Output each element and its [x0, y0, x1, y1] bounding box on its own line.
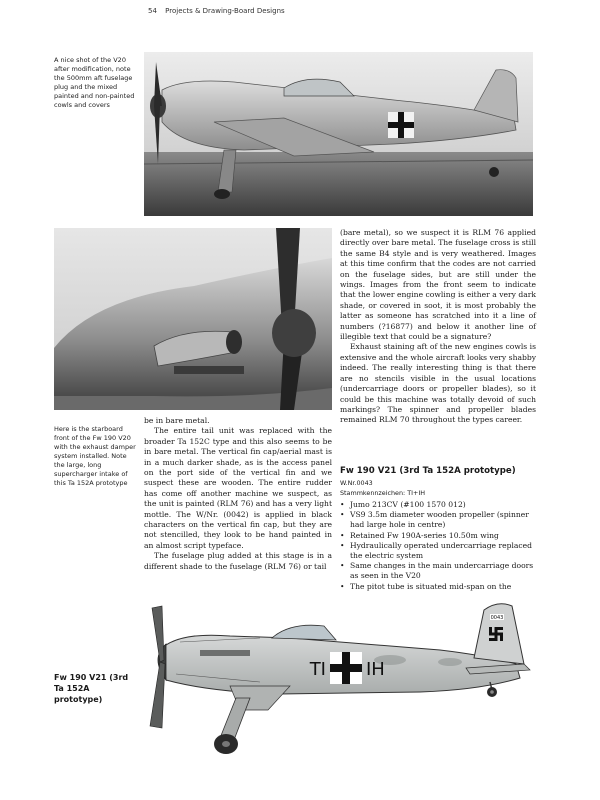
- running-header: [148, 7, 285, 15]
- top-photo-caption: A nice shot of the V20 after modification, note the 500mm aft fuselage plug and the mixed painted and non-painted cowls and covers: [54, 56, 135, 109]
- spec-item: • Hydraulically operated undercarriage replaced the electric system: [340, 541, 536, 561]
- paragraph: (bare metal), so we suspect it is RLM 76 applied directly over bare metal. The fuselage cross is still the same B4 style and is very weathered. Images at this time confirm that the codes are not carried on the fuselage sides, but are still under the wings. Images from the front seem to indicate that the lower engine cowling is either a very dark shade, or covered in soot, it is most probably the latter as someone has scratched into it a line of numbers (?16877) and below it another line of illegible text that could be a signature?: [340, 228, 536, 342]
- aircraft-photo-side-view: [144, 52, 533, 216]
- paragraph: The fuselage plug added at this stage is in a different shade to the fuselage (RLM 76) or tail: [144, 551, 332, 571]
- section-heading: Fw 190 V21 (3rd Ta 152A prototype): [340, 466, 516, 476]
- paragraph: The entire tail unit was replaced with the broader Ta 152C type and this also seems to be in bare metal. The vertical fin cap/aerial mast is in a much darker shade, as is the access panel on the port side of the vertical fin and we suspect these are wooden. The entire rudder has come off another machine we suspect, as the unit is painted (RLM 76) and has a very light mottle. The W/Nr. (0042) is applied in black characters on the vertical fin cap, but they are not stencilled, they look to be hand painted in an almost script typeface.: [144, 426, 332, 550]
- fin-marking: [489, 627, 503, 641]
- fuselage-cross: [330, 652, 362, 684]
- spec-list: [340, 500, 536, 592]
- spec-item: • The pitot tube is situated mid-span on the: [340, 582, 536, 592]
- werknummer: W.Nr.0043: [340, 479, 373, 487]
- profile-caption: Fw 190 V21 (3rd Ta 152A prototype): [54, 673, 129, 704]
- fin-number: 0043: [490, 615, 504, 621]
- middle-text-column: [144, 416, 332, 572]
- paragraph: Exhaust staining aft of the new engines cowls is extensive and the whole aircraft looks very shabby indeed. The really interesting thing is that there are no stencils visible in the usual locations (undercarriage doors or propeller blades), so it could be this machine was totally devoid of such markings? The spinner and propeller blades remained RLM 70 throughout the types career.: [340, 342, 536, 425]
- fw190-v21-profile: [140, 598, 542, 758]
- fuselage-code-right: IH: [366, 659, 385, 680]
- section-title-header: Projects & Drawing-Board Designs: [165, 7, 285, 15]
- spec-item: • Retained Fw 190A-series 10.50m wing: [340, 531, 536, 541]
- top-photo: [144, 52, 533, 216]
- middle-photo-caption: Here is the starboard front of the Fw 190 V20 with the exhaust damper system installed. Note the large, long supercharger intake of this Ta 152A prototype: [54, 425, 136, 487]
- stammkennzeichen: Stammkennzeichen: TI+IH: [340, 489, 426, 497]
- middle-photo: [54, 228, 332, 410]
- right-text-column: [340, 228, 536, 426]
- aircraft-profile-illustration: [140, 598, 542, 758]
- aircraft-photo-front-view: [54, 228, 332, 410]
- page-number: 54: [148, 7, 157, 15]
- spec-item: • Jumo 213CV (#100 1570 012): [340, 500, 536, 510]
- fuselage-code-left: TI: [309, 659, 326, 680]
- spec-item: • Same changes in the main undercarriage doors as seen in the V20: [340, 561, 536, 581]
- spec-item: • VS9 3.5m diameter wooden propeller (spinner had large hole in centre): [340, 510, 536, 530]
- paragraph: be in bare metal.: [144, 416, 210, 425]
